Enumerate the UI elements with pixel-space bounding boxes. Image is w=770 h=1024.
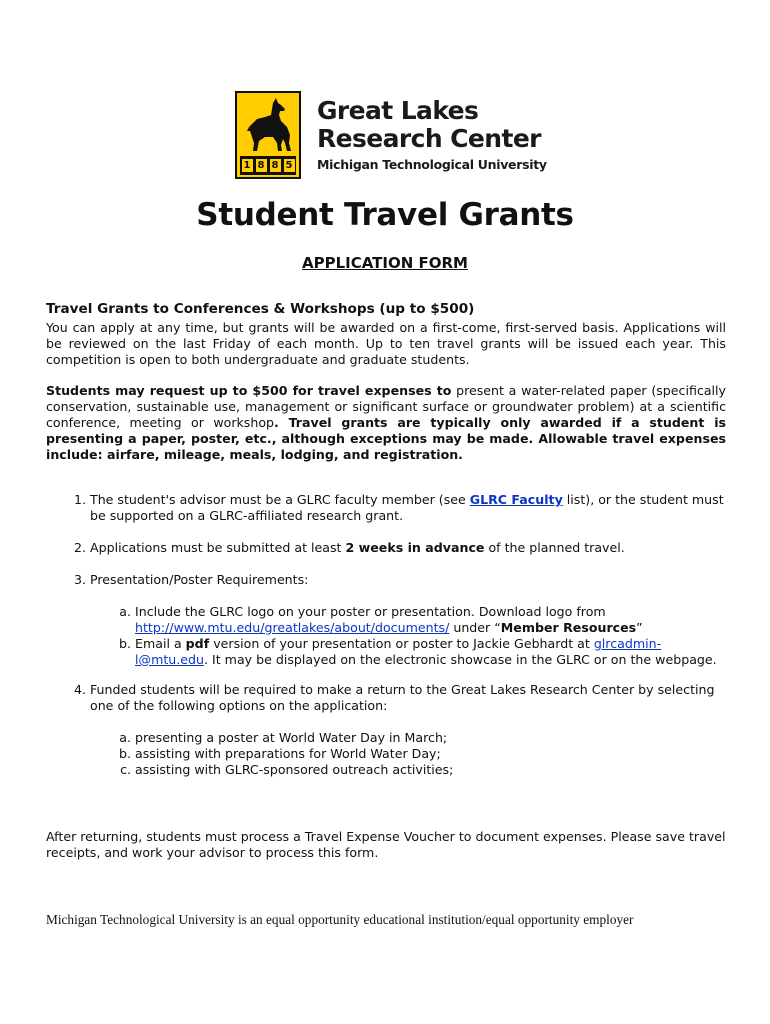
bold-text: Students may request up to $500 for travel expenses to xyxy=(46,383,452,398)
logo-text-line1: Great Lakes xyxy=(317,96,479,125)
footer-text: Michigan Technological University is an equal opportunity educational institution/equal opportunity employer xyxy=(46,912,634,927)
logo-year xyxy=(240,156,296,175)
item-text: list), or the student must be supported on a GLRC-affiliated research grant. xyxy=(90,492,724,523)
sub-list xyxy=(90,730,726,778)
sub-list-item xyxy=(135,636,726,668)
documents-link[interactable]: http://www.mtu.edu/greatlakes/about/documents/ xyxy=(135,620,450,635)
eligibility-paragraph xyxy=(46,383,726,463)
intro-paragraph: You can apply at any time, but grants will be awarded on a first-come, first-served basis. Applications will be reviewed on the last Friday of each month. Up to ten travel grants will be issued each year. This competition is open to both undergraduate and graduate students. xyxy=(46,320,726,367)
page-title: Student Travel Grants xyxy=(196,197,574,233)
bold-text: Member Resources xyxy=(500,620,637,635)
item-text: . It may be displayed on the electronic showcase in the GLRC or on the webpage. xyxy=(204,652,717,667)
sub-list-item: a. presenting a poster at World Water Day in March; xyxy=(135,730,726,746)
closing-paragraph: After returning, students must process a Travel Expense Voucher to document expenses. Please save travel receipts, and work your advisor to process this form. xyxy=(46,829,726,860)
logo-text-line3: Michigan Technological University xyxy=(317,157,547,172)
item-text: Applications must be submitted at least xyxy=(90,540,346,555)
item-text: Presentation/Poster Requirements: xyxy=(90,572,309,587)
item-text: The student's advisor must be a GLRC faculty member (see xyxy=(90,492,470,507)
requirements-list xyxy=(46,492,726,794)
year-digit: 8 xyxy=(270,159,281,172)
list-item xyxy=(90,682,726,778)
item-text: Email a xyxy=(135,636,186,651)
sub-list-item: b. assisting with preparations for World Water Day; xyxy=(135,746,726,762)
item-text: ” xyxy=(636,620,643,635)
bold-text: pdf xyxy=(185,636,210,651)
year-digit: 5 xyxy=(284,159,295,172)
logo-badge xyxy=(235,91,301,179)
page-subtitle: APPLICATION FORM xyxy=(301,254,468,272)
section-heading: Travel Grants to Conferences & Workshops (up to $500) xyxy=(46,301,475,317)
item-text: version of your presentation or poster to Jackie Gebhardt at xyxy=(209,636,594,651)
wolf-icon xyxy=(243,97,295,153)
glrc-logo xyxy=(235,91,547,179)
bold-text: 2 weeks in advance xyxy=(345,540,485,555)
bold-text: . Travel grants are typically only awarded if a student is presenting a paper, poster, etc., although exceptions may be made. Allowable travel expenses include: airfare, mileage, meals, lodging, and registration. xyxy=(46,415,727,462)
paragraph-text: present a water-related paper (specifically conservation, sustainable use, management or significant surface or groundwater problem) at a scientific conference, meeting or workshop xyxy=(46,383,726,430)
list-item xyxy=(90,492,726,524)
item-text: Funded students will be required to make a return to the Great Lakes Research Center by selecting one of the following options on the application: xyxy=(90,682,715,713)
sub-list-item xyxy=(135,604,726,636)
sub-list-item: c. assisting with GLRC-sponsored outreach activities; xyxy=(135,762,726,778)
logo-text-line2: Research Center xyxy=(317,124,541,153)
list-item xyxy=(90,572,726,668)
year-digit: 8 xyxy=(256,159,267,172)
email-link[interactable]: glrcadmin-l@mtu.edu xyxy=(135,636,662,667)
glrc-faculty-link[interactable]: GLRC Faculty xyxy=(469,492,563,507)
year-digit: 1 xyxy=(242,159,253,172)
sub-list xyxy=(90,604,726,668)
item-text: Include the GLRC logo on your poster or presentation. Download logo from xyxy=(135,604,606,619)
list-item xyxy=(90,540,726,556)
item-text: of the planned travel. xyxy=(484,540,625,555)
item-text: under “ xyxy=(449,620,501,635)
